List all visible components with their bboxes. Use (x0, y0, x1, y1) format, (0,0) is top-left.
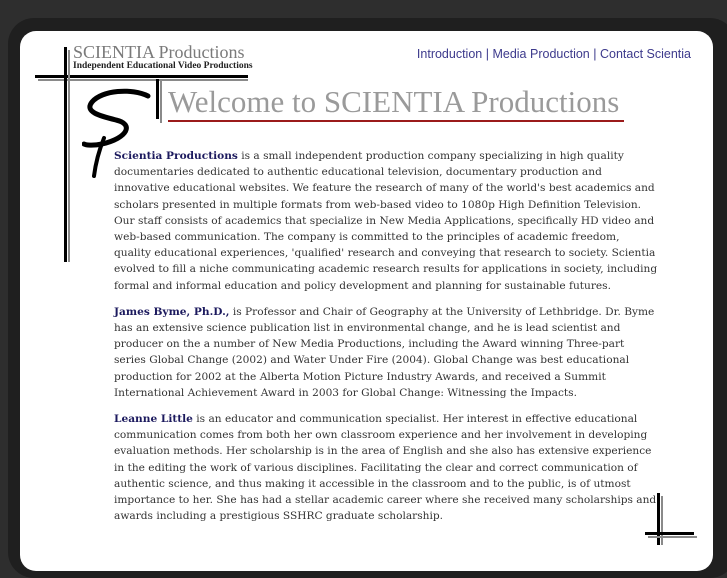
title-vertical-rule-shadow (160, 81, 162, 123)
paragraph-text: is Professor and Chair of Geography at the University of Lethbridge. Dr. Byme has an extensive science publication list in environmental change, and he is lead scientist and producer on the a number of New Media Productions, including the Award winning Three-part series Global Change (2002) and Water Under Fire (2004). Global Change was best educational production for 2002 at the Alberta Motion Picture Industry Awards, and received a Summit International Achievement Award in 2003 for Global Change: Witnessing the Impacts. (114, 305, 655, 399)
paragraph-lead: Scientia Productions (114, 150, 238, 162)
paragraph-lead: Leanne Little (114, 413, 193, 426)
paragraph-text: is a small independent production company specializing in high quality documentaries dedicated to authentic educational television, documentary production and innovative educational websites. We feature the research of many of the world's best academics and scholars presented in multiple formats from web-based video to 1080p High Definition Television. Our staff consists of academics that specialize in New Media Applications, specifically HD video and web-based communication. The company is committed to the principles of academic freedom, quality educational experiences, 'qualified' research and conveying that research to society. Scientia evolved to fill a niche communicating academic research results for applications in society, including formal and informal education and policy development and planning for sustainable futures. (114, 150, 658, 292)
corner-cross-horizontal-shadow (648, 536, 697, 538)
nav-introduction[interactable]: Introduction (416, 47, 483, 61)
logo-subtitle: Independent Educational Video Productions (73, 61, 253, 71)
paragraph-lead: James Byme, Ph.D., (114, 305, 230, 318)
nav-contact-scientia[interactable]: Contact Scientia (599, 47, 691, 61)
byme-paragraph (114, 304, 659, 401)
nav-media-production[interactable]: Media Production (492, 47, 590, 61)
page-title: Welcome to SCIENTIA Productions (168, 84, 620, 119)
nav-separator: | (485, 47, 489, 61)
left-vertical-rule-shadow (68, 50, 70, 262)
intro-paragraph (114, 148, 659, 294)
paragraph-text: is an educator and communication specialist. Her interest in effective educational communication comes from both her own classroom experience and her involvement in developing evaluation methods. Her scholarship is in the area of English and she also has extensive experience in the editing the work of various disciplines. Facilitating the clear and correct communication of authentic science, and thus making it accessible in the classroom and to the public, is of utmost importance to her. She has had a stellar academic career where she received many scholarships and awards including a prestigious SSHRC graduate scholarship. (114, 413, 657, 523)
left-vertical-rule (64, 47, 67, 262)
nav-separator: | (593, 47, 597, 61)
top-navigation (417, 47, 691, 61)
title-vertical-rule (156, 79, 159, 119)
logo-title: SCIENTIA Productions (73, 42, 245, 62)
title-underline (168, 120, 624, 122)
little-paragraph (114, 411, 659, 524)
main-content (114, 148, 659, 534)
